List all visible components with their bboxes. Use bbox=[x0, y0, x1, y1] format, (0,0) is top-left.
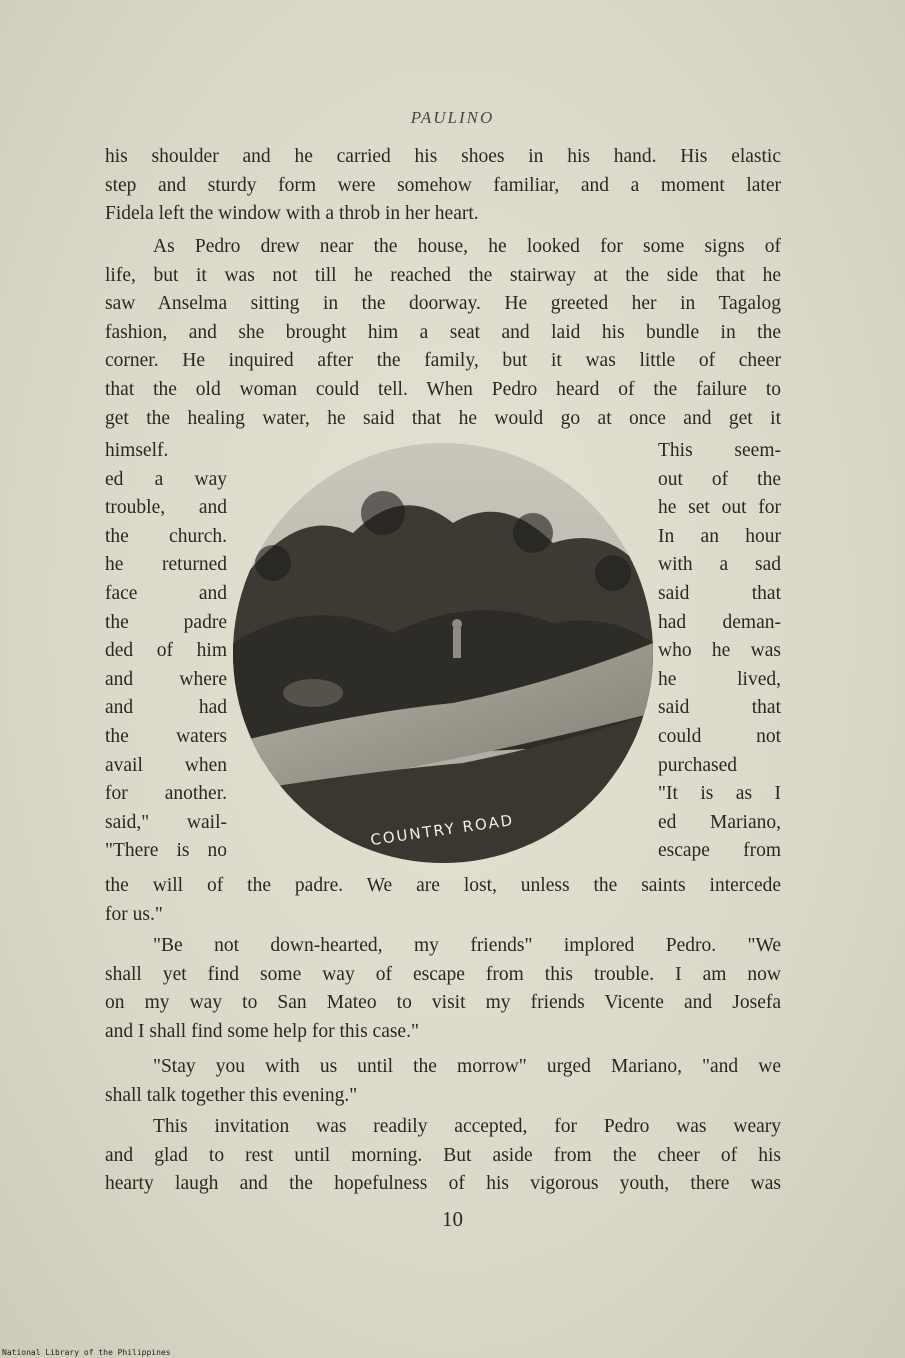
text-line: fashion, and she brought him a seat and laid his bundle in the bbox=[105, 321, 781, 343]
text-line: shall talk together this evening." bbox=[105, 1084, 358, 1106]
paragraph-1 bbox=[105, 143, 781, 229]
text-line: the church. bbox=[105, 525, 227, 547]
text-line: and had bbox=[105, 697, 227, 719]
text-line: Fidela left the window with a throb in her heart. bbox=[105, 203, 479, 225]
text-line: ed a way bbox=[105, 468, 227, 490]
text-line: get the healing water, he said that he would go at once and get it bbox=[105, 407, 781, 429]
paragraph-5 bbox=[105, 1053, 781, 1110]
text-line: "Be not down-hearted, my friends" implored Pedro. "We bbox=[153, 935, 781, 956]
paragraph-6 bbox=[105, 1113, 781, 1199]
text-line: life, but it was not till he reached the stairway at the side that he bbox=[105, 264, 781, 286]
text-line: on my way to San Mateo to visit my friends Vicente and Josefa bbox=[105, 992, 781, 1014]
text-line: for us." bbox=[105, 903, 163, 925]
text-line: he returned bbox=[105, 554, 227, 576]
text-line: with a sad bbox=[658, 554, 781, 576]
text-line: said that bbox=[658, 582, 781, 604]
library-footer: National Library of the Philippines bbox=[2, 1348, 171, 1357]
text-line: who he was bbox=[658, 640, 781, 662]
text-line: shall yet find some way of escape from this trouble. I am now bbox=[105, 963, 781, 985]
text-line: he lived, bbox=[658, 668, 781, 690]
text-line: could not bbox=[658, 725, 781, 747]
text-line: himself. bbox=[105, 440, 169, 461]
right-text-column bbox=[658, 437, 781, 866]
text-line: saw Anselma sitting in the doorway. He greeted her in Tagalog bbox=[105, 293, 781, 315]
text-line: had deman- bbox=[658, 611, 781, 633]
text-line: "There is no bbox=[105, 840, 227, 862]
text-line: step and sturdy form were somehow familiar, and a moment later bbox=[105, 174, 781, 196]
text-line: This invitation was readily accepted, for Pedro was weary bbox=[153, 1116, 781, 1137]
text-line: escape from bbox=[658, 840, 781, 862]
text-line: "It is as I bbox=[658, 783, 781, 805]
text-line: and I shall find some help for this case." bbox=[105, 1020, 419, 1042]
text-line: avail when bbox=[105, 754, 227, 776]
text-line: and where bbox=[105, 668, 227, 690]
text-line: that the old woman could tell. When Pedro heard of the failure to bbox=[105, 378, 781, 400]
text-line: the padre bbox=[105, 611, 227, 633]
text-line: he set out for bbox=[658, 497, 781, 519]
photo-caption: COUNTRY ROAD bbox=[369, 811, 516, 850]
text-line: for another. bbox=[105, 783, 227, 805]
left-text-column bbox=[105, 437, 227, 866]
text-line: his shoulder and he carried his shoes in his hand. His elastic bbox=[105, 146, 781, 167]
text-line: As Pedro drew near the house, he looked for some signs of bbox=[153, 236, 781, 257]
text-line: ded of him bbox=[105, 640, 227, 662]
text-line: In an hour bbox=[658, 525, 781, 547]
text-line: purchased bbox=[658, 754, 738, 776]
paragraph-3 bbox=[105, 872, 781, 929]
text-line: out of the bbox=[658, 468, 781, 490]
running-header: PAULINO bbox=[410, 108, 495, 127]
text-line: trouble, and bbox=[105, 497, 227, 519]
text-line: the will of the padre. We are lost, unless the saints intercede bbox=[105, 875, 781, 896]
text-line: face and bbox=[105, 582, 227, 604]
paragraph-2 bbox=[105, 233, 781, 433]
page-number: 10 bbox=[442, 1207, 463, 1231]
text-line: the waters bbox=[105, 725, 227, 747]
country-road-photo bbox=[233, 443, 653, 863]
text-line: corner. He inquired after the family, but it was little of cheer bbox=[105, 350, 781, 372]
text-line: "Stay you with us until the morrow" urged Mariano, "and we bbox=[153, 1056, 781, 1077]
text-line: and glad to rest until morning. But aside from the cheer of his bbox=[105, 1144, 781, 1166]
text-line: said," wail- bbox=[105, 811, 227, 833]
text-line: ed Mariano, bbox=[658, 811, 781, 833]
paragraph-4 bbox=[105, 932, 781, 1046]
text-line: said that bbox=[658, 697, 781, 719]
text-line: hearty laugh and the hopefulness of his vigorous youth, there was bbox=[105, 1173, 781, 1195]
text-line: This seem- bbox=[658, 440, 781, 461]
